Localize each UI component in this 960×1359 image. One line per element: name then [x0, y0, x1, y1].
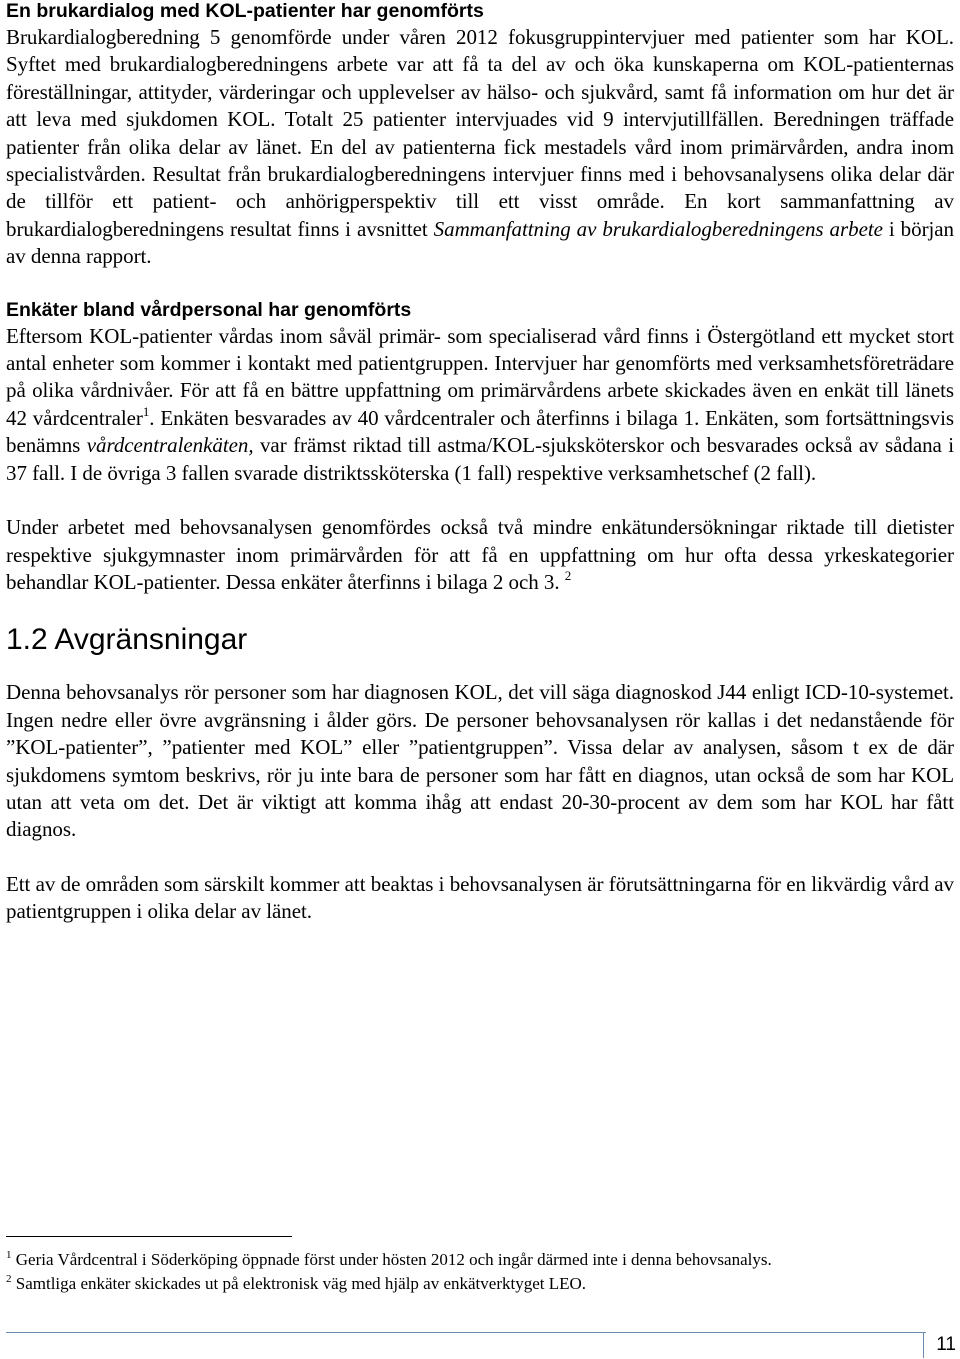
paragraph-text: i början av denna rapport. — [6, 216, 955, 269]
footnote-number: 1 — [6, 1249, 12, 1261]
paragraph-text: Eftersom KOL-patienter vårdas inom såväl primär- som specialiserad vård finns i Östergötland ett mycket stort antal enheter som kommer i kontakt med patientgruppen. Intervjuer har genomförts med verksamhetsföreträdare på olika vårdnivåer. För att få en bättre uppfattning om primärvårdens arbete skickades även en enkät till länets 42 vårdcentraler — [6, 323, 954, 430]
paragraph-text: var främst riktad till astma/KOL-sjuksköterskor och besvarades också av sådana i 37 fall. I de övriga 3 fallen svarade distriktssköterska (1 fall) respektive verksamhetschef (2 fall). — [6, 433, 955, 485]
section-heading-brukardialog: En brukardialog med KOL-patienter har genomförts — [6, 0, 484, 22]
paragraph-text: Under arbetet med behovsanalysen genomfördes också två mindre enkätundersökningar riktade till dietister respektive sjukgymnaster inom primärvården för att få en uppfattning om hur ofta dessa yrkeskategorier behandlar KOL-patienter. Dessa enkäter återfinns i bilaga 2 och 3. — [6, 515, 954, 594]
section-heading-avgransningar: 1.2 Avgränsningar — [6, 623, 248, 657]
footnote-separator — [6, 1236, 292, 1237]
footnote-2 — [6, 1274, 586, 1294]
document-page — [6, 0, 954, 926]
paragraph-likvardig-vard: Ett av de områden som särskilt kommer att beaktas i behovsanalysen är förutsättningarna för en likvärdig vård av patientgruppen i olika delar av länet. — [6, 871, 954, 924]
footnote-1 — [6, 1250, 772, 1270]
footer-rule — [6, 1332, 926, 1333]
footnote-text: Geria Vårdcentral i Söderköping öppnade först under hösten 2012 och ingår därmed inte i denna behovsanalys. — [15, 1250, 772, 1269]
footnote-number: 2 — [6, 1273, 12, 1285]
italic-reference: Sammanfattning av brukardialogberedningens arbete — [433, 216, 883, 241]
paragraph-brukardialog — [6, 24, 954, 271]
paragraph-text: . Enkäten besvarades av 40 vårdcentraler och återfinns i bilaga 1. Enkäten, som fortsättningsvis benämns — [6, 405, 954, 458]
section-heading-enkater: Enkäter bland vårdpersonal har genomförts — [6, 298, 412, 321]
footnote-ref[interactable]: 1 — [142, 403, 150, 419]
footnote-text: Samtliga enkäter skickades ut på elektronisk väg med hjälp av enkätverktyget LEO. — [15, 1274, 587, 1293]
footnote-ref[interactable]: 2 — [564, 567, 572, 583]
page-number: 11 — [923, 1332, 956, 1358]
paragraph-avgransningar: Denna behovsanalys rör personer som har diagnosen KOL, det vill säga diagnoskod J44 enligt ICD-10-systemet. Ingen nedre eller övre avgränsning i ålder görs. De personer behovsanalysen rör kallas i det nedanstående för ”KOL-patienter”, ”patienter med KOL” eller ”patientgruppen”. Vissa delar av analysen, såsom t ex de där sjukdomens symtom beskrivs, rör ju inte bara de personer som har fått en diagnos, utan också de som har KOL utan att veta om det. Det är viktigt att komma ihåg att endast 20-30-procent av dem som har KOL har fått diagnos. — [6, 680, 954, 842]
italic-term: vårdcentralenkäten, — [86, 433, 254, 458]
paragraph-text: Brukardialogberedning 5 genomförde under våren 2012 fokusgruppintervjuer med patienter som har KOL. Syftet med brukardialogberedningens arbete var att få ta del av och öka kunskaperna om KOL-patienternas föreställningar, attityder, värderingar och upplevelser av hälso- och sjukvård, samt få information om hur det är att leva med sjukdomen KOL. Totalt 25 patienter intervjuades vid 9 intervjutillfällen. Beredningen träffade patienter från olika delar av länet. En del av patienterna fick mestadels vård inom primärvården, andra inom specialistvården. Resultat från brukardialogberedningens intervjuer finns med i behovsanalysens olika delar där de tillför ett patient- och anhörigperspektiv till ett visst område. En kort sammanfattning av brukardialogberedningens resultat finns i avsnittet — [6, 25, 954, 241]
paragraph-enkater — [6, 323, 954, 487]
paragraph-dietister — [6, 514, 954, 596]
